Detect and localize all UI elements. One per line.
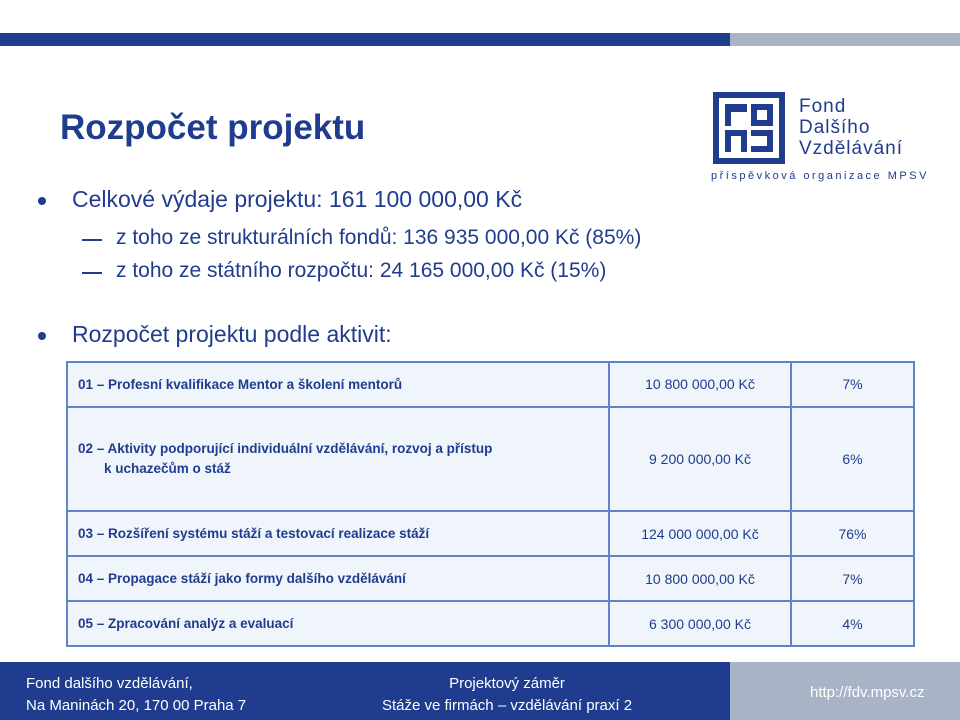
logo-line-1: Fond xyxy=(799,96,847,117)
fdv-logo-icon xyxy=(711,90,787,166)
footer-doc-line-2: Stáže ve firmách – vzdělávání praxí 2 xyxy=(381,697,633,714)
activity-cell xyxy=(67,407,609,512)
subbullet-structural-text: z toho ze strukturálních fondů: 136 935 000,00 Kč (85%) xyxy=(116,226,642,249)
table-row xyxy=(67,511,914,556)
activity-cell-line-2: k uchazečům o stáž xyxy=(104,461,231,477)
top-decor-bar xyxy=(0,0,960,46)
percent-cell: 7% xyxy=(791,362,914,407)
fdv-logo-name xyxy=(799,96,903,159)
percent-cell: 7% xyxy=(791,556,914,601)
amount-cell: 9 200 000,00 Kč xyxy=(609,407,791,512)
activity-cell: 04 – Propagace stáží jako formy dalšího vzdělávání xyxy=(67,556,609,601)
activity-cell: 01 – Profesní kvalifikace Mentor a školení mentorů xyxy=(67,362,609,407)
subbullet-state-text: z toho ze státního rozpočtu: 24 165 000,00 Kč (15%) xyxy=(116,259,607,282)
footer-project-info xyxy=(360,673,654,717)
percent-cell: 76% xyxy=(791,511,914,556)
fdv-logo xyxy=(711,90,931,182)
percent-cell: 4% xyxy=(791,601,914,646)
dash-icon xyxy=(82,239,102,241)
table-row xyxy=(67,362,914,407)
table-row xyxy=(67,407,914,512)
top-band-light xyxy=(730,33,960,46)
bullet-dot-icon xyxy=(38,197,46,205)
footer-org-address xyxy=(26,673,246,717)
footer-org-line-2: Na Maninách 20, 170 00 Praha 7 xyxy=(26,697,247,714)
bullet-dot-icon xyxy=(38,332,46,340)
bullet-total-text: Celkové výdaje projektu: 161 100 000,00 Kč xyxy=(72,186,523,212)
logo-line-3: Vzdělávání xyxy=(799,138,904,159)
logo-line-2: Dalšího xyxy=(799,117,871,138)
bullet-activities-text: Rozpočet projektu podle aktivit: xyxy=(72,321,392,347)
footer-org-line-1: Fond dalšího vzdělávání, xyxy=(26,675,193,692)
activity-cell: 03 – Rozšíření systému stáží a testovací realizace stáží xyxy=(67,511,609,556)
amount-cell: 124 000 000,00 Kč xyxy=(609,511,791,556)
table-row xyxy=(67,556,914,601)
amount-cell: 10 800 000,00 Kč xyxy=(609,362,791,407)
footer-doc-line-1: Projektový záměr xyxy=(449,675,565,692)
amount-cell: 6 300 000,00 Kč xyxy=(609,601,791,646)
amount-cell: 10 800 000,00 Kč xyxy=(609,556,791,601)
percent-cell: 6% xyxy=(791,407,914,512)
activity-cell: 05 – Zpracování analýz a evaluací xyxy=(67,601,609,646)
logo-org-subtitle: příspěvková organizace MPSV xyxy=(711,170,929,182)
table-row xyxy=(67,601,914,646)
page-title: Rozpočet projektu xyxy=(60,108,366,147)
activity-cell-line-1: 02 – Aktivity podporující individuální vzdělávání, rozvoj a přístup xyxy=(78,441,493,457)
footer-url-link[interactable]: http://fdv.mpsv.cz xyxy=(810,684,925,701)
budget-table xyxy=(66,361,887,647)
dash-icon xyxy=(82,272,102,274)
